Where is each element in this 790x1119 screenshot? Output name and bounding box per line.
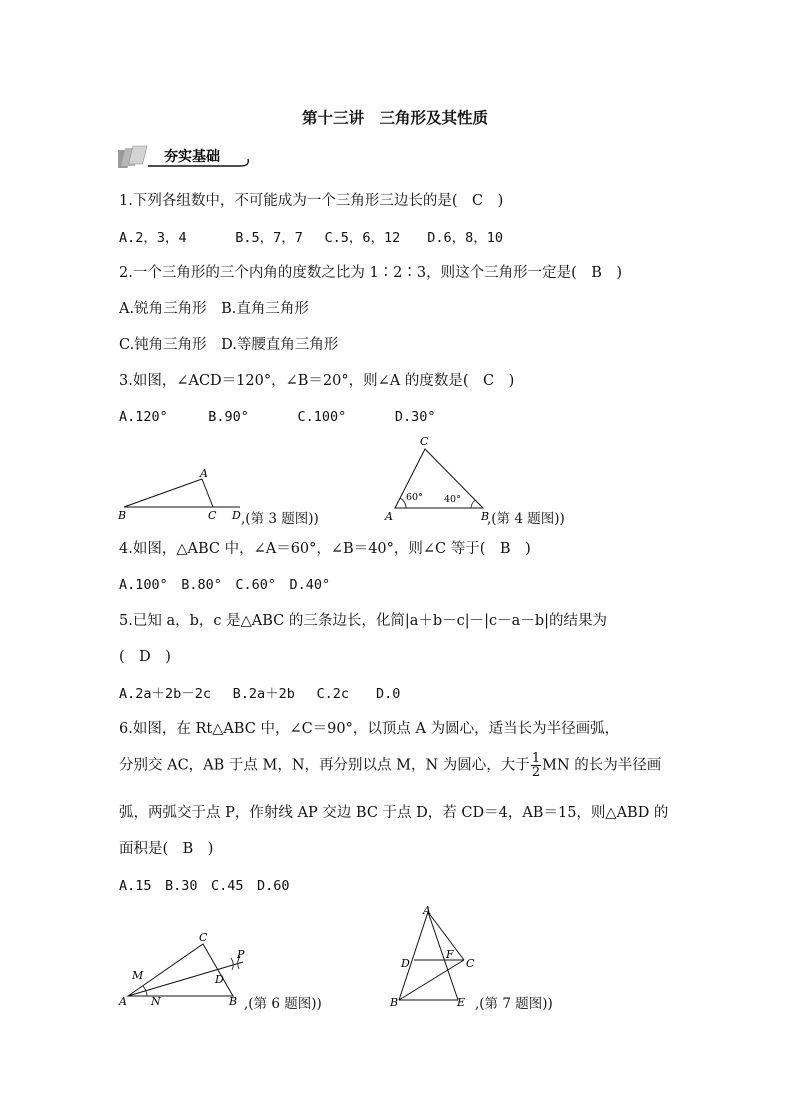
question-3-options: A.120° B.90° C.100° D.30° xyxy=(119,409,436,425)
point-label-a: A xyxy=(385,510,393,523)
point-label-p: P xyxy=(237,948,245,961)
point-label-c: C xyxy=(466,957,475,970)
question-5-options: A.2a＋2b－2c B.2a＋2b C.2c D.0 xyxy=(119,686,401,702)
figure-q3 xyxy=(112,462,252,532)
question-6-options: A.15 B.30 C.45 D.60 xyxy=(119,878,290,894)
point-label-d: D xyxy=(215,973,224,986)
angle-label-a: 60° xyxy=(406,492,423,503)
point-label-f: F xyxy=(446,948,454,961)
figure-q6 xyxy=(115,928,255,1012)
page-title: 第十三讲 三角形及其性质 xyxy=(301,109,488,127)
question-4-stem: 4.如图，△ABC 中，∠A＝60°，∠B＝40°，则∠C 等于( B ) xyxy=(119,541,531,557)
question-5-answer: ( D ) xyxy=(119,649,171,665)
point-label-e: E xyxy=(457,996,466,1008)
arc-p-1 xyxy=(231,958,233,970)
angle-arc-b xyxy=(471,500,475,508)
figure-q7-caption: ,(第 7 题图)) xyxy=(475,996,553,1012)
ray-ap xyxy=(128,962,243,996)
section-header xyxy=(118,142,258,176)
point-label-a: A xyxy=(423,904,431,917)
section-label: 夯实基础 xyxy=(164,149,220,165)
point-label-d: D xyxy=(401,957,410,970)
question-1-options: A.2，3，4 B.5，7，7 C.5，6，12 D.6，8，10 xyxy=(119,230,504,246)
point-label-c: C xyxy=(199,931,208,944)
point-label-d: D xyxy=(232,509,241,522)
books-icon xyxy=(118,146,147,168)
figure-q6-caption: ,(第 6 题图)) xyxy=(244,996,322,1012)
question-6-line-2-pre: 分别交 AC，AB 于点 M，N，再分别以点 M，N 为圆心，大于 xyxy=(119,757,530,774)
fraction-denominator: 2 xyxy=(531,765,541,780)
question-2-options-2: C.钝角三角形 D.等腰直角三角形 xyxy=(119,337,339,353)
question-4-options: A.100° B.80° C.60° D.40° xyxy=(119,577,331,593)
figure-q4 xyxy=(380,432,496,532)
angle-label-b: 40° xyxy=(444,494,461,505)
point-label-c: C xyxy=(420,435,429,448)
point-label-a: A xyxy=(119,995,127,1008)
point-label-c: C xyxy=(208,509,217,522)
point-label-a: A xyxy=(200,467,208,480)
fraction-one-half xyxy=(531,752,541,779)
figure-q7 xyxy=(385,904,485,1012)
question-6-line-4: 面积是( B ) xyxy=(119,841,214,857)
question-5-stem: 5.已知 a，b，c 是△ABC 的三条边长，化简|a＋b－c|－|c－a－b|的结果为 xyxy=(119,613,607,629)
point-label-b: B xyxy=(118,509,127,522)
question-1-stem: 1.下列各组数中，不可能成为一个三角形三边长的是( C ) xyxy=(119,193,504,209)
question-3-stem: 3.如图，∠ACD＝120°，∠B＝20°，则∠A 的度数是( C ) xyxy=(119,373,515,389)
question-6-line-2-post: MN 的长为半径画 xyxy=(542,757,662,774)
fraction-numerator: 1 xyxy=(531,751,541,766)
point-label-b: B xyxy=(229,995,238,1008)
point-label-b: B xyxy=(481,510,490,523)
line-ac xyxy=(202,479,213,507)
point-label-n: N xyxy=(151,995,161,1008)
question-2-options-1: A.锐角三角形 B.直角三角形 xyxy=(119,301,309,317)
figure-q3-caption: ,(第 3 题图)) xyxy=(241,511,319,527)
line-ab xyxy=(399,912,428,1000)
point-label-m: M xyxy=(132,969,144,982)
point-label-b: B xyxy=(390,996,399,1008)
figure-q4-caption: ,(第 4 题图)) xyxy=(487,511,565,527)
line-ba xyxy=(124,479,202,507)
question-6-line-3: 弧，两弧交于点 P，作射线 AP 交边 BC 于点 D，若 CD＝4，AB＝15，则△ABD 的 xyxy=(119,805,669,821)
question-6-line-1: 6.如图，在 Rt△ABC 中，∠C＝90°，以顶点 A 为圆心，适当长为半径画弧， xyxy=(119,721,620,737)
question-2-stem: 2.一个三角形的三个内角的度数之比为 1∶2∶3，则这个三角形一定是( B ) xyxy=(119,265,623,281)
question-6-line-2 xyxy=(119,752,661,779)
